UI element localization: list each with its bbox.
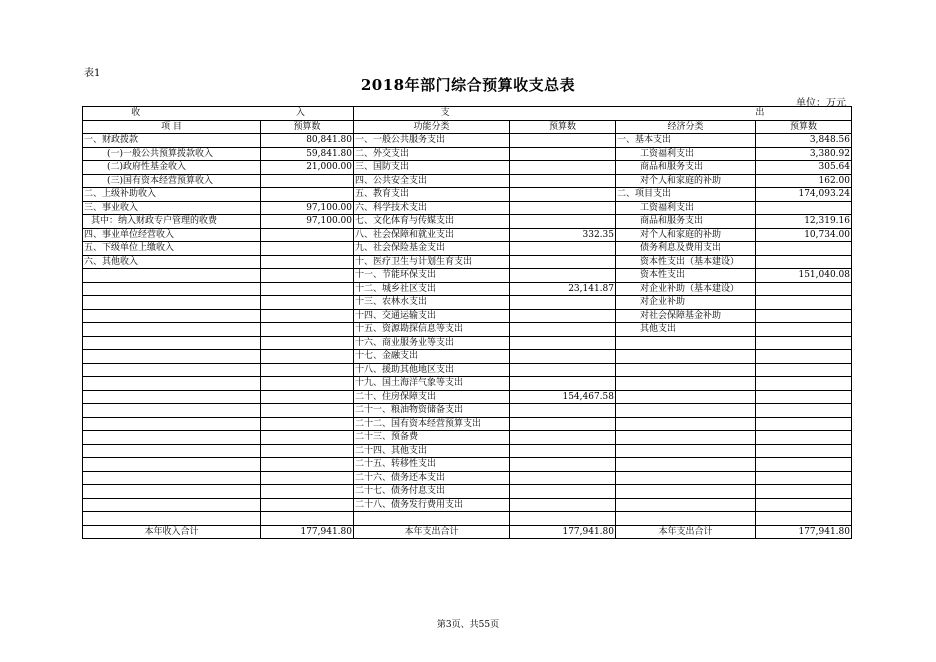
income-item-cell <box>83 444 261 458</box>
functional-item-cell: 二十三、预备费 <box>354 431 510 445</box>
header-budget-economic: 预算数 <box>756 120 852 134</box>
economic-budget-cell: 151,040.08 <box>756 269 852 283</box>
economic-item-cell: 资本性支出 <box>616 269 756 283</box>
economic-budget-cell <box>756 350 852 364</box>
economic-budget-cell: 162.00 <box>756 174 852 188</box>
functional-budget-cell <box>510 309 616 323</box>
functional-budget-cell <box>510 296 616 310</box>
income-item-cell: (二)政府性基金收入 <box>83 161 261 175</box>
economic-budget-cell: 10,734.00 <box>756 228 852 242</box>
functional-total-label: 本年支出合计 <box>354 525 510 539</box>
income-budget-cell <box>261 444 354 458</box>
functional-budget-cell <box>510 404 616 418</box>
table-row <box>83 269 852 283</box>
income-item-cell: 二、上级补助收入 <box>83 188 261 202</box>
economic-budget-cell <box>756 282 852 296</box>
economic-item-cell <box>616 471 756 485</box>
income-budget-cell: 21,000.00 <box>261 161 354 175</box>
functional-budget-cell <box>510 174 616 188</box>
income-item-cell: 三、事业收入 <box>83 201 261 215</box>
economic-budget-cell <box>756 485 852 499</box>
income-item-cell <box>83 458 261 472</box>
table-row <box>83 242 852 256</box>
income-budget-cell <box>261 404 354 418</box>
income-budget-cell <box>261 269 354 283</box>
functional-item-cell: 十、医疗卫生与计划生育支出 <box>354 255 510 269</box>
income-budget-cell <box>261 471 354 485</box>
economic-item-cell: 对个人和家庭的补助 <box>616 174 756 188</box>
income-item-cell <box>83 431 261 445</box>
income-item-cell <box>83 296 261 310</box>
functional-budget-cell <box>510 363 616 377</box>
economic-item-cell: 商品和服务支出 <box>616 215 756 229</box>
table-row <box>83 201 852 215</box>
economic-budget-cell <box>756 390 852 404</box>
header-budget-functional: 预算数 <box>510 120 616 134</box>
income-item-cell <box>83 498 261 512</box>
income-item-cell: 五、下级单位上缴收入 <box>83 242 261 256</box>
functional-budget-cell <box>510 323 616 337</box>
income-item-cell <box>83 390 261 404</box>
functional-item-cell: 二、外交支出 <box>354 147 510 161</box>
economic-budget-cell <box>756 512 852 526</box>
table-row <box>83 174 852 188</box>
income-budget-cell <box>261 512 354 526</box>
income-item-cell <box>83 323 261 337</box>
income-item-cell <box>83 377 261 391</box>
income-item-cell <box>83 363 261 377</box>
income-budget-cell: 97,100.00 <box>261 201 354 215</box>
economic-item-cell <box>616 377 756 391</box>
table-row <box>83 444 852 458</box>
economic-item-cell <box>616 485 756 499</box>
functional-item-cell: 二十五、转移性支出 <box>354 458 510 472</box>
income-budget-cell <box>261 336 354 350</box>
income-budget-cell <box>261 296 354 310</box>
functional-budget-cell <box>510 161 616 175</box>
functional-budget-cell <box>510 242 616 256</box>
economic-item-cell: 商品和服务支出 <box>616 161 756 175</box>
income-item-cell <box>83 404 261 418</box>
economic-budget-cell <box>756 336 852 350</box>
economic-budget-cell <box>756 444 852 458</box>
economic-item-cell: 其他支出 <box>616 323 756 337</box>
economic-item-cell <box>616 350 756 364</box>
income-budget-cell <box>261 228 354 242</box>
economic-budget-cell: 174,093.24 <box>756 188 852 202</box>
income-item-cell: 其中：纳入财政专户管理的收费 <box>83 215 261 229</box>
economic-budget-cell <box>756 296 852 310</box>
income-budget-cell <box>261 309 354 323</box>
economic-budget-cell: 3,848.56 <box>756 134 852 148</box>
functional-item-cell: 十三、农林水支出 <box>354 296 510 310</box>
header-expense-char2: 出 <box>755 108 765 119</box>
functional-budget-cell: 23,141.87 <box>510 282 616 296</box>
income-budget-cell: 59,841.80 <box>261 147 354 161</box>
table-row <box>83 336 852 350</box>
table-label: 表1 <box>84 68 101 79</box>
functional-item-cell: 二十七、债务付息支出 <box>354 485 510 499</box>
economic-item-cell: 对社会保障基金补助 <box>616 309 756 323</box>
economic-item-cell: 对企业补助（基本建设） <box>616 282 756 296</box>
economic-budget-cell: 305.64 <box>756 161 852 175</box>
income-item-cell <box>83 485 261 499</box>
economic-item-cell: 对个人和家庭的补助 <box>616 228 756 242</box>
income-total-label: 本年收入合计 <box>83 525 261 539</box>
income-item-cell: (三)国有资本经营预算收入 <box>83 174 261 188</box>
functional-budget-cell <box>510 215 616 229</box>
economic-budget-cell <box>756 377 852 391</box>
table-row <box>83 404 852 418</box>
income-item-cell: 六、其他收入 <box>83 255 261 269</box>
functional-budget-cell <box>510 336 616 350</box>
functional-budget-cell <box>510 201 616 215</box>
income-budget-cell: 97,100.00 <box>261 215 354 229</box>
income-budget-cell <box>261 174 354 188</box>
table-row <box>83 309 852 323</box>
table-row <box>83 282 852 296</box>
economic-item-cell <box>616 417 756 431</box>
table-row <box>83 134 852 148</box>
functional-item-cell: 二十六、债务还本支出 <box>354 471 510 485</box>
economic-budget-cell <box>756 404 852 418</box>
table-row <box>83 485 852 499</box>
functional-item-cell: 十七、金融支出 <box>354 350 510 364</box>
economic-total-value: 177,941.80 <box>756 525 852 539</box>
table-row <box>83 188 852 202</box>
table-row <box>83 458 852 472</box>
table-row <box>83 390 852 404</box>
income-budget-cell <box>261 431 354 445</box>
economic-budget-cell <box>756 498 852 512</box>
page-footer: 第3页、共55页 <box>436 620 500 630</box>
table-row <box>83 431 852 445</box>
functional-budget-cell <box>510 417 616 431</box>
income-budget-cell <box>261 188 354 202</box>
functional-item-cell: 二十二、国有资本经营预算支出 <box>354 417 510 431</box>
income-budget-cell: 80,841.80 <box>261 134 354 148</box>
totals-row <box>83 525 852 539</box>
functional-budget-cell: 154,467.58 <box>510 390 616 404</box>
economic-item-cell <box>616 431 756 445</box>
header-income <box>83 107 354 121</box>
header-item: 项 目 <box>83 120 261 134</box>
functional-item-cell: 十九、国土海洋气象等支出 <box>354 377 510 391</box>
functional-budget-cell <box>510 188 616 202</box>
income-item-cell <box>83 336 261 350</box>
economic-item-cell <box>616 390 756 404</box>
economic-total-label: 本年支出合计 <box>616 525 756 539</box>
table-row <box>83 215 852 229</box>
income-item-cell: (一)一般公共预算拨款收入 <box>83 147 261 161</box>
functional-item-cell: 四、公共安全支出 <box>354 174 510 188</box>
economic-budget-cell <box>756 417 852 431</box>
economic-budget-cell <box>756 255 852 269</box>
functional-item-cell <box>354 512 510 526</box>
income-budget-cell <box>261 390 354 404</box>
income-item-cell <box>83 282 261 296</box>
functional-budget-cell: 332.35 <box>510 228 616 242</box>
table-row <box>83 350 852 364</box>
income-budget-cell <box>261 417 354 431</box>
economic-budget-cell <box>756 471 852 485</box>
economic-item-cell <box>616 404 756 418</box>
budget-table <box>82 106 852 539</box>
header-income-char1: 收 <box>131 108 141 119</box>
income-item-cell <box>83 269 261 283</box>
economic-item-cell <box>616 512 756 526</box>
functional-item-cell: 五、教育支出 <box>354 188 510 202</box>
functional-budget-cell <box>510 444 616 458</box>
functional-item-cell: 十二、城乡社区支出 <box>354 282 510 296</box>
header-economic: 经济分类 <box>616 120 756 134</box>
income-total-value: 177,941.80 <box>261 525 354 539</box>
functional-budget-cell <box>510 147 616 161</box>
table-row <box>83 363 852 377</box>
functional-budget-cell <box>510 269 616 283</box>
functional-budget-cell <box>510 255 616 269</box>
functional-budget-cell <box>510 485 616 499</box>
economic-item-cell: 工资福利支出 <box>616 147 756 161</box>
income-budget-cell <box>261 255 354 269</box>
table-row <box>83 228 852 242</box>
income-budget-cell <box>261 242 354 256</box>
table-row <box>83 512 852 526</box>
functional-budget-cell <box>510 377 616 391</box>
table-body <box>83 134 852 526</box>
economic-budget-cell <box>756 458 852 472</box>
header-functional: 功能分类 <box>354 120 510 134</box>
header-income-char2: 入 <box>295 108 305 119</box>
economic-budget-cell <box>756 242 852 256</box>
income-item-cell <box>83 350 261 364</box>
functional-item-cell: 二十八、债务发行费用支出 <box>354 498 510 512</box>
table-row <box>83 255 852 269</box>
table-row <box>83 471 852 485</box>
economic-item-cell: 对企业补助 <box>616 296 756 310</box>
table-row <box>83 161 852 175</box>
economic-budget-cell <box>756 363 852 377</box>
functional-item-cell: 七、文化体育与传媒支出 <box>354 215 510 229</box>
income-budget-cell <box>261 485 354 499</box>
functional-item-cell: 二十、住房保障支出 <box>354 390 510 404</box>
table-row <box>83 498 852 512</box>
income-item-cell <box>83 309 261 323</box>
income-item-cell <box>83 471 261 485</box>
income-budget-cell <box>261 498 354 512</box>
economic-item-cell: 资本性支出（基本建设） <box>616 255 756 269</box>
functional-item-cell: 十四、交通运输支出 <box>354 309 510 323</box>
functional-budget-cell <box>510 498 616 512</box>
income-budget-cell <box>261 377 354 391</box>
income-item-cell: 一、财政拨款 <box>83 134 261 148</box>
table-row <box>83 296 852 310</box>
economic-item-cell: 一、基本支出 <box>616 134 756 148</box>
economic-item-cell <box>616 498 756 512</box>
income-item-cell: 四、事业单位经营收入 <box>83 228 261 242</box>
table-row <box>83 377 852 391</box>
economic-budget-cell: 3,380.92 <box>756 147 852 161</box>
table-row <box>83 323 852 337</box>
functional-item-cell: 十一、节能环保支出 <box>354 269 510 283</box>
functional-item-cell: 二十一、粮油物资储备支出 <box>354 404 510 418</box>
functional-item-cell: 九、社会保险基金支出 <box>354 242 510 256</box>
header-expense-char1: 支 <box>440 108 450 119</box>
economic-budget-cell: 12,319.16 <box>756 215 852 229</box>
economic-budget-cell <box>756 309 852 323</box>
income-budget-cell <box>261 363 354 377</box>
functional-item-cell: 三、国防支出 <box>354 161 510 175</box>
income-budget-cell <box>261 282 354 296</box>
functional-item-cell: 十六、商业服务业等支出 <box>354 336 510 350</box>
functional-budget-cell <box>510 471 616 485</box>
functional-budget-cell <box>510 134 616 148</box>
functional-item-cell: 八、社会保障和就业支出 <box>354 228 510 242</box>
economic-budget-cell <box>756 323 852 337</box>
income-item-cell <box>83 512 261 526</box>
economic-item-cell: 工资福利支出 <box>616 201 756 215</box>
economic-item-cell <box>616 444 756 458</box>
economic-item-cell: 债务利息及费用支出 <box>616 242 756 256</box>
functional-item-cell: 十八、援助其他地区支出 <box>354 363 510 377</box>
header-expense <box>354 107 852 121</box>
functional-item-cell: 二十四、其他支出 <box>354 444 510 458</box>
unit-label: 单位：万元 <box>796 98 846 109</box>
economic-item-cell <box>616 458 756 472</box>
economic-budget-cell <box>756 201 852 215</box>
functional-item-cell: 一、一般公共服务支出 <box>354 134 510 148</box>
economic-item-cell <box>616 336 756 350</box>
income-budget-cell <box>261 323 354 337</box>
table-row <box>83 417 852 431</box>
functional-budget-cell <box>510 458 616 472</box>
page-title: 2018年部门综合预算收支总表 <box>360 76 576 94</box>
functional-budget-cell <box>510 431 616 445</box>
functional-budget-cell <box>510 512 616 526</box>
header-budget-income: 预算数 <box>261 120 354 134</box>
functional-total-value: 177,941.80 <box>510 525 616 539</box>
economic-item-cell <box>616 363 756 377</box>
economic-item-cell: 二、项目支出 <box>616 188 756 202</box>
economic-budget-cell <box>756 431 852 445</box>
functional-budget-cell <box>510 350 616 364</box>
functional-item-cell: 六、科学技术支出 <box>354 201 510 215</box>
table-row <box>83 147 852 161</box>
income-budget-cell <box>261 350 354 364</box>
income-item-cell <box>83 417 261 431</box>
income-budget-cell <box>261 458 354 472</box>
functional-item-cell: 十五、资源勘探信息等支出 <box>354 323 510 337</box>
